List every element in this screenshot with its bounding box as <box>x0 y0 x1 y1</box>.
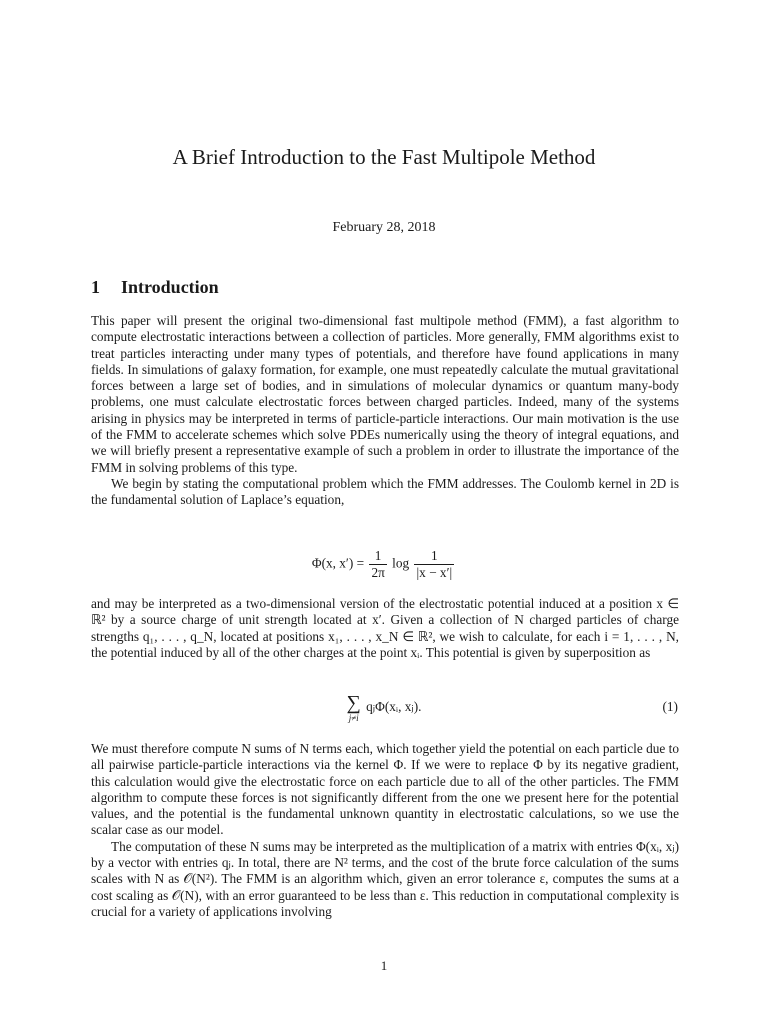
log-operator: log <box>392 555 410 571</box>
paragraph-sums <box>91 741 679 920</box>
page-number: 1 <box>380 958 388 973</box>
fraction-one-over-two-pi: $\frac{1}{2\pi}$ <box>371 548 385 580</box>
paragraph-intro <box>91 313 679 509</box>
section-heading <box>91 277 219 298</box>
paragraph-3: and may be interpreted as a two-dimensional version of the electrostatic potential induced at a position x ∈ ℝ² by a source charge of unit strength located at x′. Given a collection of N charged particles of charge strengths q₁, . . . , q_N, located at positions x₁, . . . , x_N ∈ ℝ², we wish to calculate, for each i = 1, . . . , N, the potential induced by all of the other charges at the point xᵢ. This potential is given by superposition as <box>91 596 679 660</box>
fraction-one-over-distance: $\frac{1}{|x - x'|}$ <box>416 548 453 580</box>
paragraph-2: We begin by stating the computational problem which the FMM addresses. The Coulomb kernel in 2D is the fundamental solution of Laplace’s equation, <box>91 475 679 508</box>
equation-number: (1) <box>662 699 678 714</box>
paragraph-5: The computation of these N sums may be interpreted as the multiplication of a matrix with entries Φ(xᵢ, xⱼ) by a vector with entries qⱼ. In total, there are N² terms, and the cost of the brute force calculation of the sums scales with N as 𝒪(N²). The FMM is an algorithm which, given an error tolerance ε, computes the sums at a cost scaling as 𝒪(N), with an error guaranteed to be less than ε. This reduction in computational complexity is crucial for a variety of applications involving <box>91 838 679 919</box>
section-number: 1 <box>91 277 100 297</box>
equation-lhs: Φ(x, x′) = <box>311 555 365 571</box>
paragraph-4: We must therefore compute N sums of N terms each, which together yield the potential on each particle due to all pairwise particle-particle interactions via the kernel Φ. If we were to replace Φ by its negative gradient, this calculation would give the electrostatic force on each particle due to all of the other particles. The FMM algorithm to compute these forces is not significantly different from the one we present here for the potential values, and the potential is the fundamental unknown quantity in electrostatic calculations, so we use the scalar case as our model. <box>91 741 679 838</box>
equation-coulomb-kernel <box>0 548 768 581</box>
section-title: Introduction <box>121 277 219 297</box>
equation-body: qⱼΦ(xᵢ, xⱼ). <box>366 699 422 715</box>
paper-title: A Brief Introduction to the Fast Multipole Method <box>172 145 596 169</box>
paper-date: February 28, 2018 <box>332 220 436 235</box>
paragraph-potential <box>91 596 679 661</box>
paragraph-1: This paper will present the original two-dimensional fast multipole method (FMM), a fast algorithm to compute electrostatic interactions between a collection of particles. More generally, FMM algorithms exist to treat particles interacting under many types of potentials, and therefore have found applications in many fields. In simulations of galaxy formation, for example, one must repeatedly calculate the mutual gravitational forces between a large set of bodies, and in simulations of molecular dynamics or quantum many-body problems, one must calculate electrostatic forces between charged particles. Indeed, many of the systems arising in physics may be interpreted in terms of particle-particle interactions. Our main motivation is the use of the FMM to accelerate schemes which solve PDEs numerically using the theory of integral equations, and we will briefly present a representative example of such a problem in order to illustrate the importance of the FMM in solving problems of this type. <box>91 313 679 475</box>
sum-symbol: ∑ j≠i <box>346 692 361 723</box>
equation-superposition <box>0 693 768 723</box>
